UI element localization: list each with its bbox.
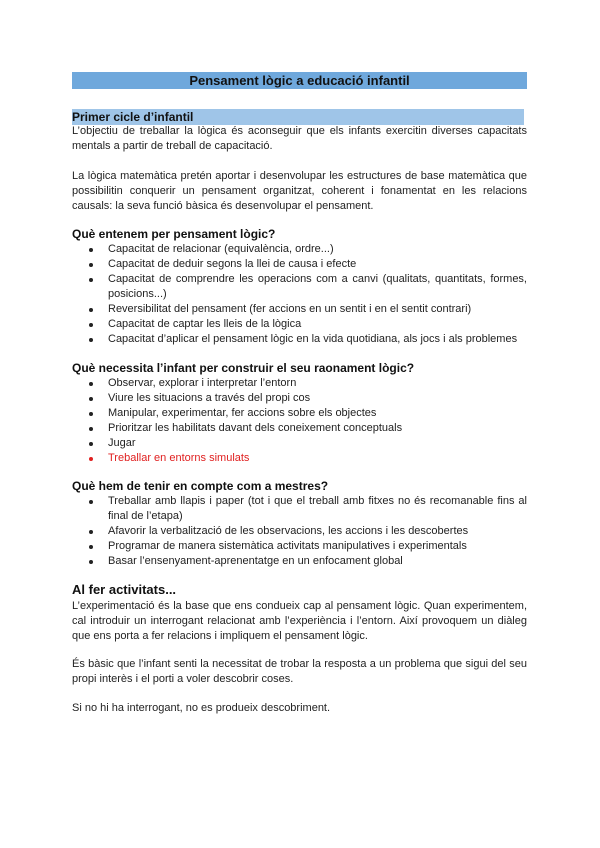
section-activities	[72, 581, 527, 716]
list-item: Afavorir la verbalització de les observacions, les accions i les descobertes	[108, 524, 527, 539]
paragraph: És bàsic que l’infant senti la necessitat de trobar la resposta a un problema que sigui del seu propi interès i el porti a voler descobrir coses.	[72, 658, 527, 685]
intro-paragraph: La lògica matemàtica pretén aportar i desenvolupar les estructures de base matemàtica que possibilitin conquerir un pensament organitzat, coherent i fonamentat en les relacions causals: la seva funció bàsica és desenvolupar el pensament.	[72, 170, 527, 212]
section-heading: Què necessita l’infant per construir el seu raonament lògic?	[72, 361, 415, 375]
list-item: Prioritzar les habilitats davant dels coneixement conceptuals	[108, 421, 527, 436]
list-item: Programar de manera sistemàtica activitats manipulatives i experimentals	[108, 539, 527, 554]
paragraph: Si no hi ha interrogant, no es produeix descobriment.	[72, 702, 331, 714]
bullet-list	[72, 494, 527, 569]
list-item: Capacitat d’aplicar el pensament lògic en la vida quotidiana, als jocs i als problemes	[108, 332, 527, 347]
document-title: Pensament lògic a educació infantil	[72, 72, 527, 89]
list-item: Reversibilitat del pensament (fer accions en un sentit i en el sentit contrari)	[108, 302, 527, 317]
section-child-needs	[72, 360, 527, 466]
section-subtitle: Primer cicle d’infantil	[72, 109, 524, 125]
list-item: Basar l’ensenyament-aprenentatge en un enfocament global	[108, 554, 527, 569]
list-item: Treballar amb llapis i paper (tot i que el treball amb fitxes no és recomanable fins al final de l’etapa)	[108, 495, 527, 522]
section-heading: Què entenem per pensament lògic?	[72, 227, 276, 241]
bullet-list	[72, 376, 527, 466]
section-heading: Què hem de tenir en compte com a mestres?	[72, 479, 329, 493]
list-item: Capacitat de relacionar (equivalència, ordre...)	[108, 242, 527, 257]
paragraph: L’experimentació és la base que ens condueix cap al pensament lògic. Quan experimentem, cal introduir un interrogant relacionat amb l’experiència i l’entorn. Així provoquem un diàleg que ens porta a fer relacions i impliquem el pensament lògic.	[72, 600, 527, 642]
list-item: Manipular, experimentar, fer accions sobre els objectes	[108, 406, 527, 421]
list-item: Capacitat de captar les lleis de la lògica	[108, 317, 527, 332]
intro	[72, 124, 527, 214]
list-item: Viure les situacions a través del propi cos	[108, 391, 527, 406]
bullet-list	[72, 242, 527, 347]
section-heading: Al fer activitats...	[72, 582, 177, 597]
intro-paragraph: L’objectiu de treballar la lògica és aconseguir que els infants exercitin diverses capacitats mentals a partir de treball de capacitació.	[72, 125, 527, 152]
list-item: Capacitat de comprendre les operacions com a canvi (qualitats, quantitats, formes, posicions...)	[108, 273, 527, 300]
list-item-highlighted: Treballar en entorns simulats	[108, 451, 527, 466]
section-logic-definition	[72, 226, 527, 347]
list-item: Capacitat de deduir segons la llei de causa i efecte	[108, 257, 527, 272]
section-teachers	[72, 478, 527, 569]
list-item: Observar, explorar i interpretar l’entorn	[108, 376, 527, 391]
list-item: Jugar	[108, 436, 527, 451]
